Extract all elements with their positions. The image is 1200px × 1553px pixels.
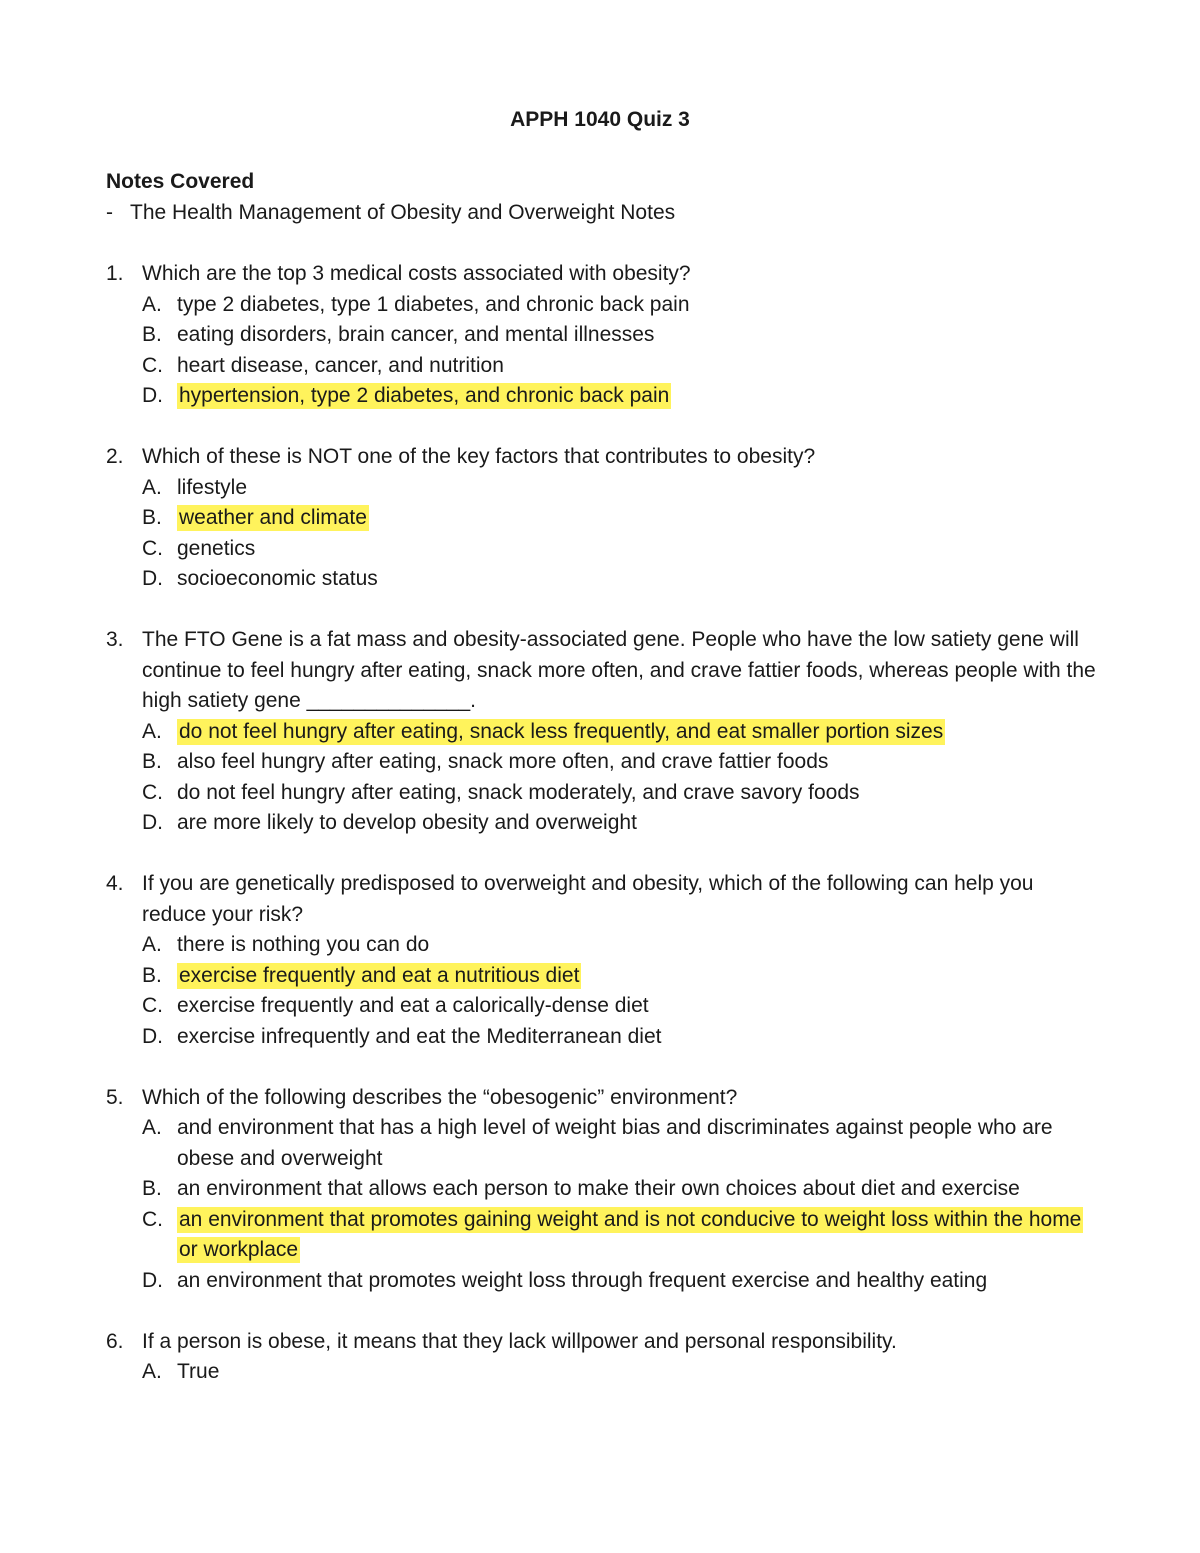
question-2 (106, 442, 1096, 595)
option-letter: D. (142, 384, 163, 407)
answer-options (106, 717, 1096, 839)
question-number: 1. (106, 262, 124, 285)
option-letter: D. (142, 1024, 163, 1048)
option-letter: B. (142, 750, 162, 773)
question-prompt: Which of the following describes the “obesogenic” environment? (142, 1085, 738, 1109)
option-text: genetics (177, 536, 256, 560)
question-number: 6. (106, 1329, 124, 1353)
question-3 (106, 625, 1096, 839)
option-text: eating disorders, brain cancer, and mental illnesses (177, 323, 655, 346)
question-number: 4. (106, 872, 124, 895)
question-number: 5. (106, 1085, 124, 1109)
answer-option-highlighted (106, 717, 1096, 748)
answer-options (106, 930, 1096, 1052)
answer-option (106, 1266, 1096, 1297)
option-letter: A. (142, 1116, 162, 1139)
option-letter: D. (142, 567, 163, 590)
option-text: an environment that allows each person to make their own choices about diet and exercise (177, 1177, 1020, 1200)
answer-option (106, 1174, 1096, 1205)
answer-option-highlighted (106, 1205, 1096, 1266)
option-letter: D. (142, 811, 163, 834)
answer-options (106, 290, 1096, 412)
question-prompt: The FTO Gene is a fat mass and obesity-associated gene. People who have the low satiety gene will continue to feel hungry after eating, snack more often, and crave fattier foods, whereas people with the high satiety gene ______________. (142, 628, 1096, 712)
option-letter: B. (142, 963, 162, 987)
answer-option (106, 534, 1096, 565)
option-letter: A. (142, 475, 162, 499)
answer-option (106, 930, 1096, 961)
question-text (106, 625, 1096, 717)
option-letter: B. (142, 1177, 162, 1200)
answer-option (106, 778, 1096, 809)
option-letter: C. (142, 780, 163, 804)
option-text: do not feel hungry after eating, snack less frequently, and eat smaller portion sizes (179, 719, 944, 743)
answer-option (106, 808, 1096, 839)
option-text: an environment that promotes weight loss through frequent exercise and healthy eating (177, 1268, 988, 1292)
question-text (106, 442, 1096, 473)
notes-list-item (106, 199, 675, 227)
option-text: exercise frequently and eat a nutritious diet (179, 963, 580, 987)
answer-option-highlighted (106, 503, 1096, 534)
answer-option (106, 564, 1096, 595)
option-text: also feel hungry after eating, snack more often, and crave fattier foods (177, 750, 829, 773)
option-letter: A. (142, 933, 162, 956)
answer-option (106, 747, 1096, 778)
option-letter: C. (142, 1207, 163, 1231)
answer-option (106, 991, 1096, 1022)
answer-option (106, 320, 1096, 351)
option-letter: A. (142, 719, 162, 743)
answer-option-highlighted (106, 961, 1096, 992)
question-1 (106, 259, 1096, 412)
option-text: True (177, 1360, 220, 1383)
question-5 (106, 1083, 1096, 1297)
answer-option (106, 1022, 1096, 1053)
option-text: lifestyle (177, 475, 248, 499)
answer-option (106, 1113, 1096, 1174)
option-letter: C. (142, 536, 163, 560)
question-number: 2. (106, 445, 124, 468)
option-letter: A. (142, 292, 162, 316)
question-text (106, 1083, 1096, 1114)
option-text: an environment that promotes gaining weight and is not conducive to weight loss within the home or workplace (179, 1207, 1082, 1261)
answer-option (106, 290, 1096, 321)
option-text: exercise frequently and eat a calorically-dense diet (177, 994, 649, 1017)
notes-heading: Notes Covered (106, 170, 255, 193)
answer-option-highlighted (106, 381, 1096, 412)
option-text: heart disease, cancer, and nutrition (177, 353, 504, 377)
option-text: weather and climate (179, 506, 367, 529)
option-letter: B. (142, 323, 162, 346)
answer-options (106, 1357, 1096, 1388)
option-letter: C. (142, 353, 163, 377)
option-text: exercise infrequently and eat the Mediterranean diet (177, 1024, 662, 1048)
question-text (106, 259, 1096, 290)
option-letter: C. (142, 994, 163, 1017)
answer-option (106, 473, 1096, 504)
question-4 (106, 869, 1096, 1052)
bullet-dash: - (106, 201, 113, 224)
answer-option (106, 351, 1096, 382)
option-text: type 2 diabetes, type 1 diabetes, and chronic back pain (177, 292, 690, 316)
option-text: do not feel hungry after eating, snack moderately, and crave savory foods (177, 780, 860, 804)
question-text (106, 1327, 1096, 1358)
option-letter: D. (142, 1268, 163, 1292)
question-text (106, 869, 1096, 930)
notes-item-text: The Health Management of Obesity and Overweight Notes (130, 201, 676, 224)
option-letter: B. (142, 506, 162, 529)
option-text: are more likely to develop obesity and overweight (177, 811, 637, 834)
option-text: socioeconomic status (177, 567, 378, 590)
answer-options (106, 1113, 1096, 1296)
option-letter: A. (142, 1360, 162, 1383)
question-number: 3. (106, 628, 124, 651)
question-prompt: If you are genetically predisposed to overweight and obesity, which of the following can help you reduce your risk? (142, 872, 1034, 926)
option-text: and environment that has a high level of weight bias and discriminates against people who are obese and overweight (177, 1116, 1053, 1170)
answer-options (106, 473, 1096, 595)
option-text: there is nothing you can do (177, 933, 430, 956)
question-6 (106, 1327, 1096, 1388)
answer-option (106, 1357, 1096, 1388)
document-title: APPH 1040 Quiz 3 (510, 108, 690, 131)
question-prompt: If a person is obese, it means that they lack willpower and personal responsibility. (142, 1329, 897, 1353)
option-text: hypertension, type 2 diabetes, and chronic back pain (179, 384, 670, 407)
question-prompt: Which are the top 3 medical costs associated with obesity? (142, 262, 691, 285)
question-prompt: Which of these is NOT one of the key factors that contributes to obesity? (142, 445, 816, 468)
question-list (106, 259, 1096, 1418)
